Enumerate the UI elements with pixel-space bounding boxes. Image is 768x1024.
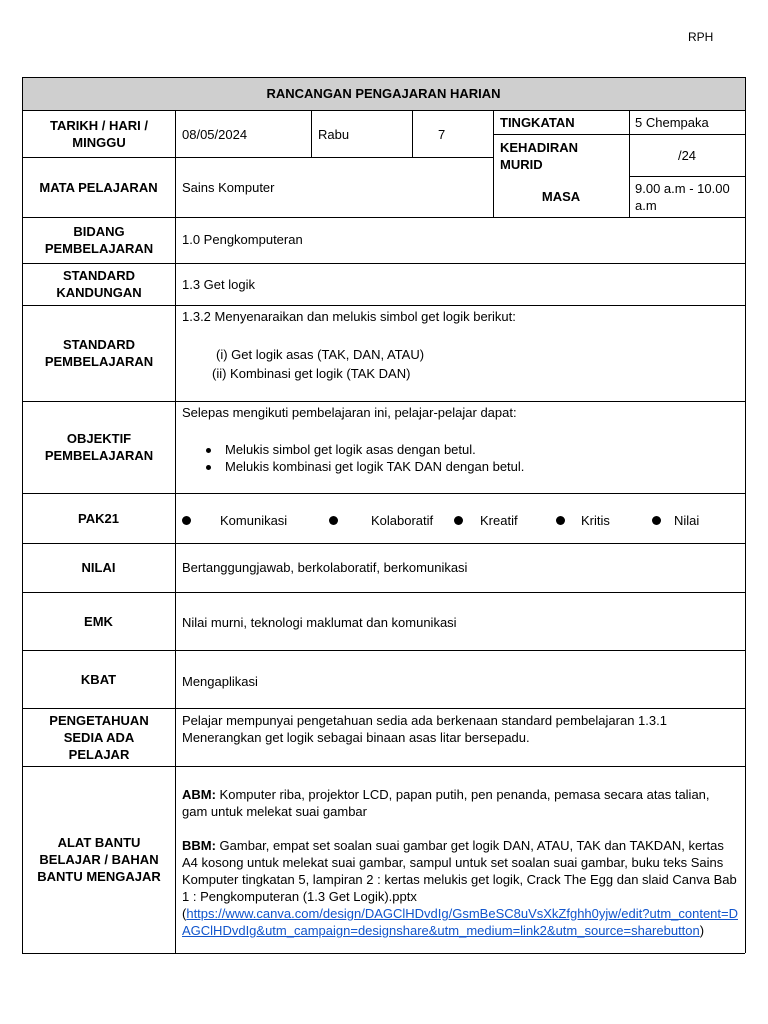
kehadiran-value: /24 (677, 148, 697, 163)
bullet-icon (556, 516, 565, 525)
pengetahuan-line: Menerangkan get logik sebagai binaan asas litar bersepadu. (182, 730, 530, 745)
mata-pelajaran-value: Sains Komputer (182, 180, 275, 195)
standard-kandungan-value: 1.3 Get logik (182, 277, 255, 292)
pak21-item: Nilai (674, 513, 700, 528)
abm-text: ABM: Komputer riba, projektor LCD, papan putih, pen penanda, pemasa secara atas talian, gam untuk melekat suai gambar (182, 787, 710, 819)
minggu-value: 7 (438, 127, 446, 142)
pak21-item: Kritis (581, 513, 610, 528)
bullet-icon (182, 516, 191, 525)
standard-pembelajaran-item: (ii) Kombinasi get logik (TAK DAN) (212, 366, 411, 381)
pengetahuan-label: PENGETAHUAN SEDIA ADA PELAJAR (49, 712, 149, 762)
bbm-text: BBM: Gambar, empat set soalan suai gambar get logik DAN, ATAU, TAK dan TAKDAN, kertas A4 kosong untuk melekat suai gambar, sampul untuk set soalan suai gambar, buku teks Sains Komputer tingkatan 5, lampiran 2 : kertas melukis get logik, Crack The Egg dan slaid Canva Bab 1 : Pengkomputeran (1.3 Get Logik).pptx (https://www.canva.com/design/DAGClHDvdIg/GsmBeSC8uVsXkZfghh0yjw/edit?utm_content=DAGClHDvdIg&utm_campaign=designshare&utm_medium=link2&utm_source=sharebutton) (182, 838, 738, 938)
pak21-item: Kreatif (480, 513, 518, 528)
bidang-value: 1.0 Pengkomputeran (182, 232, 303, 247)
emk-value: Nilai murni, teknologi maklumat dan komunikasi (182, 615, 457, 630)
kbat-value: Mengaplikasi (182, 674, 258, 689)
nilai-value: Bertanggungjawab, berkolaboratif, berkomunikasi (182, 560, 468, 575)
page-title: RANCANGAN PENGAJARAN HARIAN (266, 86, 501, 101)
kehadiran-label: KEHADIRAN MURID (500, 140, 578, 172)
bullet-icon (329, 516, 338, 525)
canva-link[interactable]: https://www.canva.com/design/DAGClHDvdIg/GsmBeSC8uVsXkZfghh0yjw/edit?utm_content=DAGClHDvdIg&utm_campaign=designshare&utm_medium=link2&utm_source=sharebutton (182, 906, 738, 938)
objektif-item: Melukis kombinasi get logik TAK DAN dengan betul. (206, 458, 524, 475)
kbat-label: KBAT (80, 671, 117, 687)
standard-pembelajaran-intro: 1.3.2 Menyenaraikan dan melukis simbol get logik berikut: (182, 309, 516, 324)
tarikh-value: 08/05/2024 (182, 127, 248, 142)
bullet-icon (206, 465, 211, 470)
standard-kandungan-label: STANDARD KANDUNGAN (56, 268, 142, 300)
alat-bantu-label: ALAT BANTU BELAJAR / BAHAN BANTU MENGAJAR (37, 835, 161, 884)
objektif-intro: Selepas mengikuti pembelajaran ini, pelajar-pelajar dapat: (182, 405, 517, 420)
bullet-icon (206, 448, 211, 453)
objektif-item: Melukis simbol get logik asas dengan betul. (206, 441, 476, 458)
bullet-icon (454, 516, 463, 525)
mata-pelajaran-label: MATA PELAJARAN (39, 179, 158, 195)
pak21-label: PAK21 (78, 510, 119, 526)
tingkatan-value: 5 Chempaka (635, 115, 709, 130)
pak21-item: Kolaboratif (371, 513, 434, 528)
tingkatan-label: TINGKATAN (500, 115, 575, 130)
pak21-item: Komunikasi (220, 513, 288, 528)
masa-value: 9.00 a.m - 10.00 a.m (635, 181, 730, 213)
hari-value: Rabu (318, 127, 350, 142)
bidang-label: BIDANG PEMBELAJARAN (44, 224, 154, 256)
pengetahuan-line: Pelajar mempunyai pengetahuan sedia ada berkenaan standard pembelajaran 1.3.1 (182, 713, 667, 728)
standard-pembelajaran-label: STANDARD PEMBELAJARAN (44, 337, 154, 369)
tarikh-label: TARIKH / HARI / MINGGU (50, 117, 148, 150)
standard-pembelajaran-item: (i) Get logik asas (TAK, DAN, ATAU) (216, 347, 425, 362)
emk-label: EMK (84, 613, 113, 629)
page-header-rph: RPH (688, 30, 714, 44)
bullet-icon (652, 516, 661, 525)
objektif-label: OBJEKTIF PEMBELAJARAN (44, 431, 154, 463)
nilai-label: NILAI (81, 560, 116, 575)
masa-label: MASA (541, 189, 581, 204)
